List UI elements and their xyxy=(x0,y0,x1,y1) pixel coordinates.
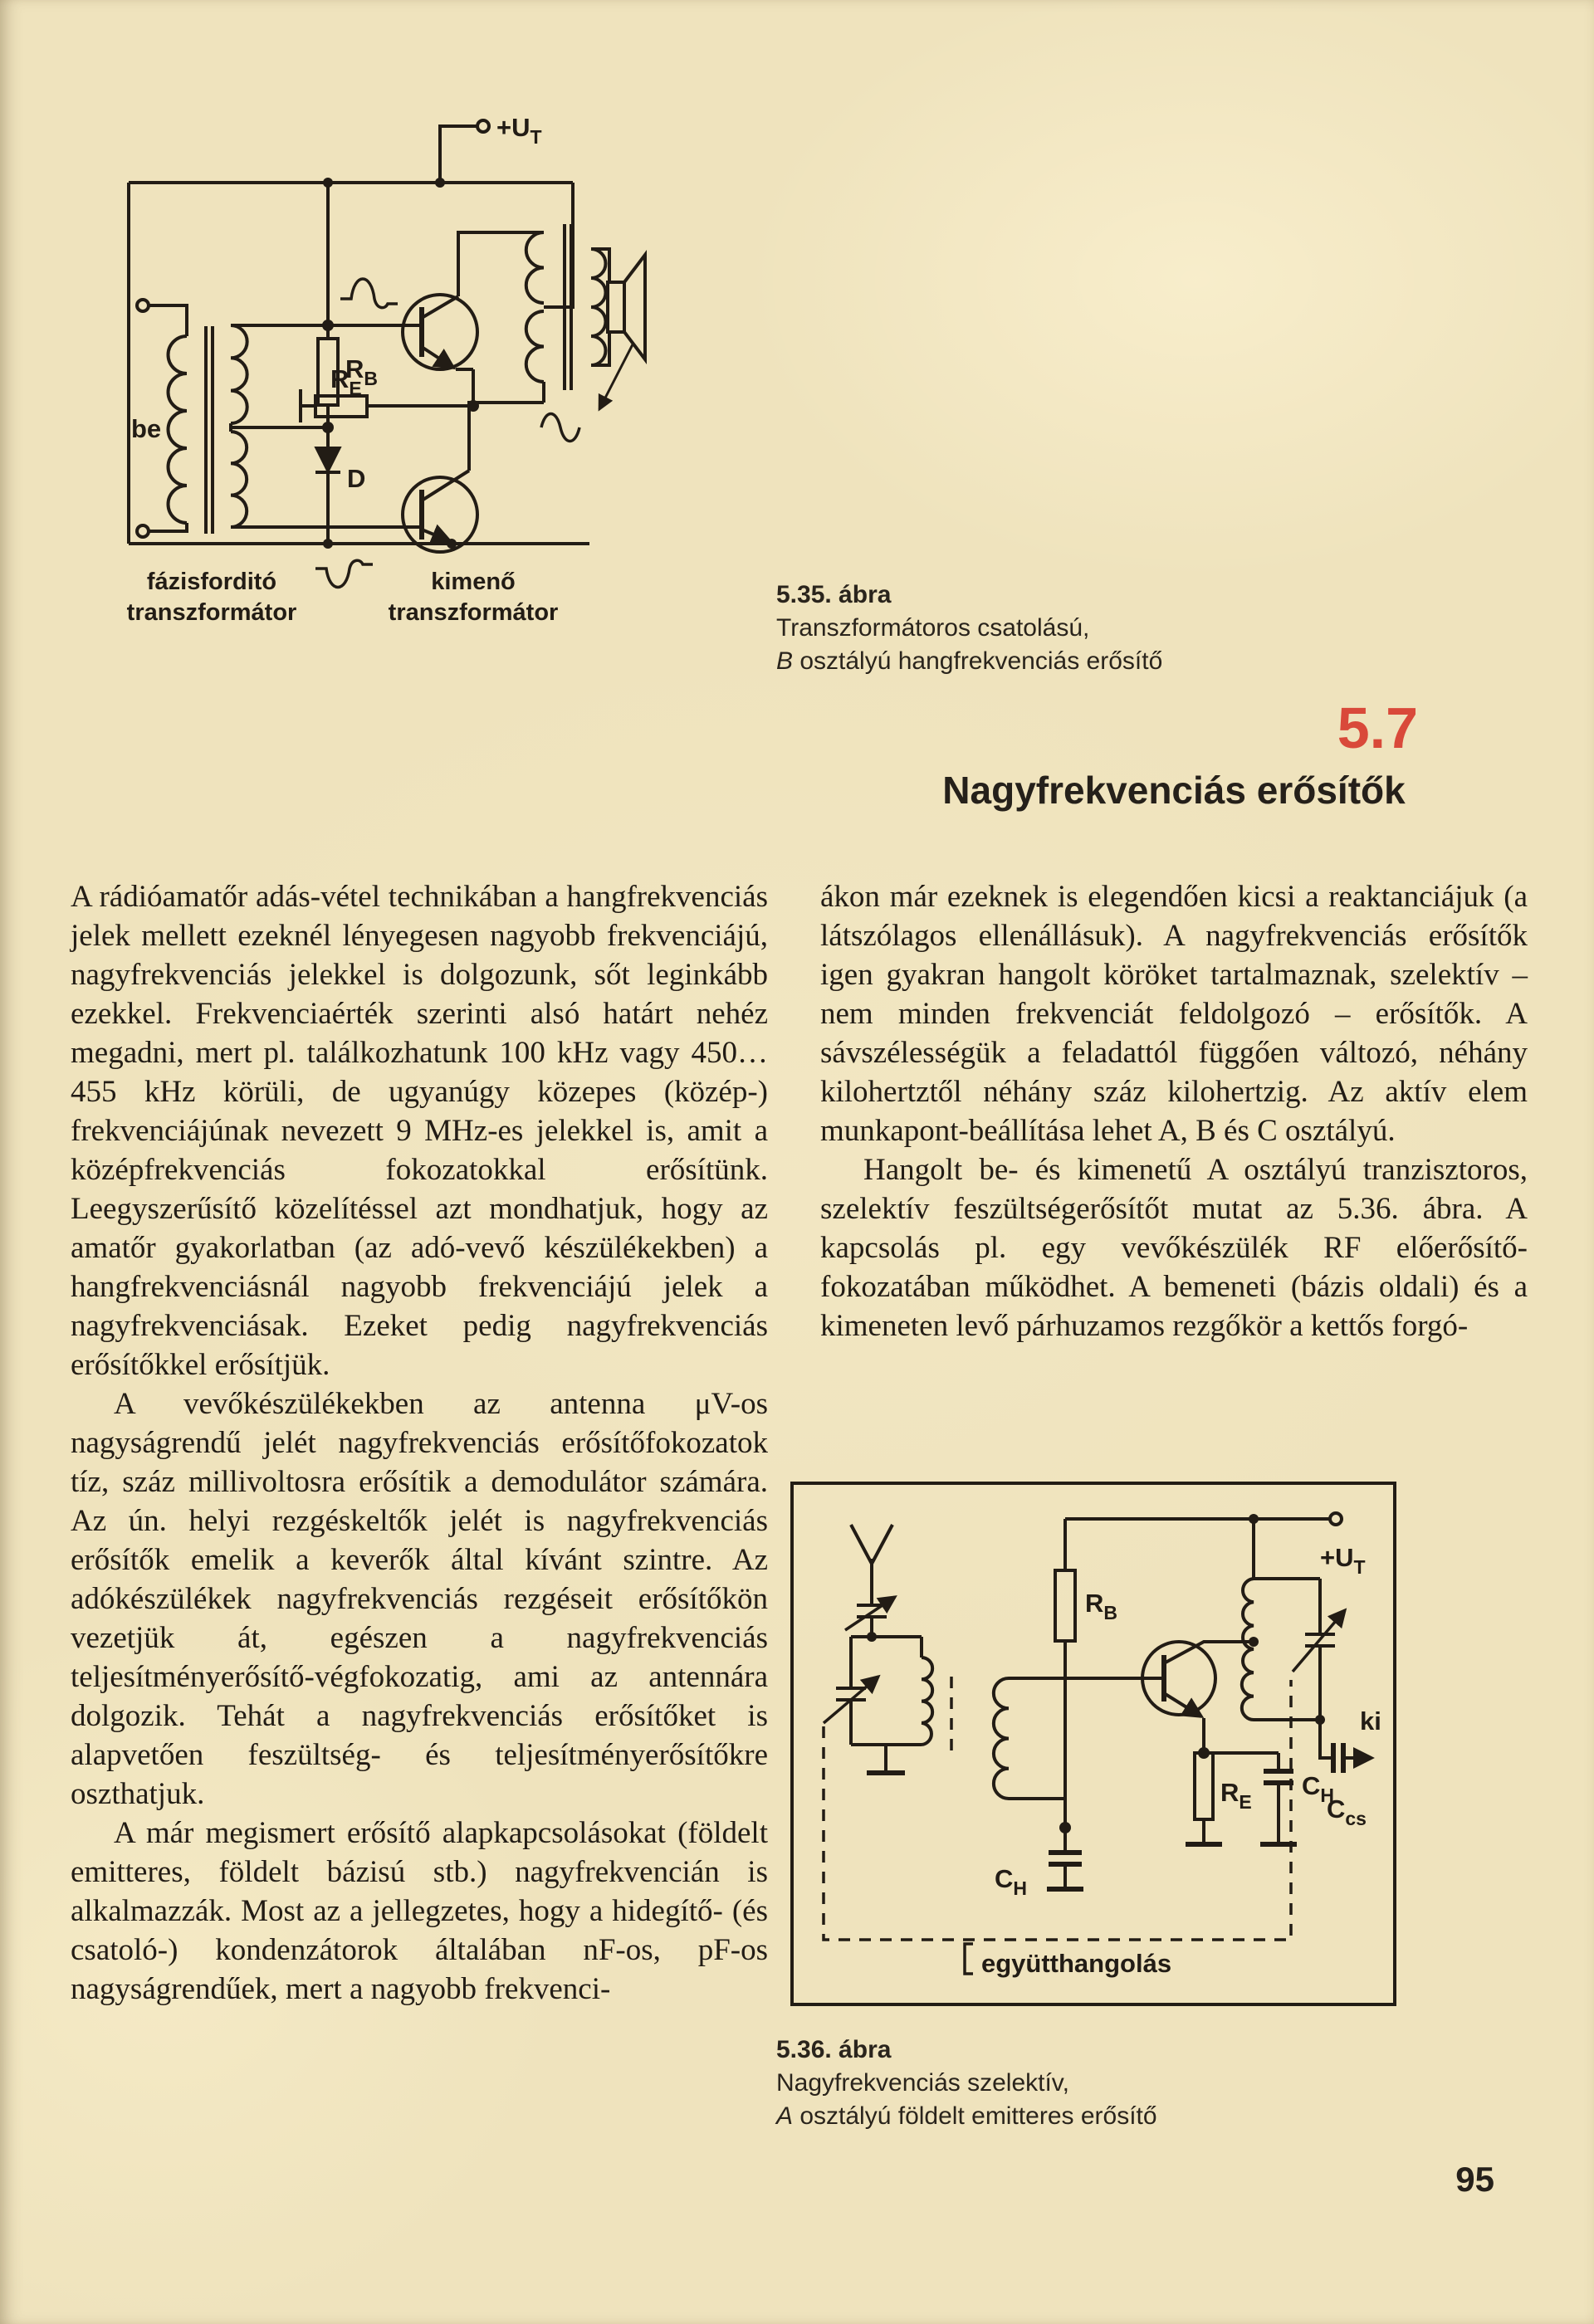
figure-5-35-caption-title: 5.35. ábra xyxy=(776,581,892,608)
halfwave-signal-icon-top xyxy=(340,279,398,308)
phase-splitter-label-line1: fázisforditó xyxy=(146,569,277,595)
tuning-label: együtthangolás xyxy=(981,1949,1172,1978)
gang-tuning-link xyxy=(824,1680,1291,1940)
paragraph: Hangolt be- és kimenetű A osztályú tranzisztoros, szelektív feszültségerősítőt mutat az 5.36. ábra. A kapcsolás pl. egy vevőkészülék RF előerősítő-fokozatában működhet. A bemeneti (bázis oldali) és a kimeneten levő párhuzamos rezgőkör a kettős forgó- xyxy=(820,1153,1528,1343)
output-label: ki xyxy=(1360,1706,1381,1736)
supply-label: $+U_T$ xyxy=(1320,1543,1366,1578)
re-label: $R_E$ xyxy=(330,364,362,399)
speaker-icon xyxy=(624,255,645,359)
output-transformer-label-line1: kimenő xyxy=(431,569,516,595)
output-transformer-label-line2: transzformátor xyxy=(388,599,559,626)
diode-label: D xyxy=(347,464,366,493)
figure-5-35-caption-line2: Transzformátoros csatolású, xyxy=(776,614,1090,642)
body-column-right xyxy=(820,877,1528,1345)
ccs-label: $C_{cs}$ xyxy=(1327,1794,1367,1829)
antenna-icon xyxy=(851,1525,892,1595)
paragraph: A vevőkészülékekben az antenna μV-os nagyságrendű jelét nagyfrekvenciás erősítőfokozatok tíz, száz millivoltosra erősítik a demodulátor számára. Az ún. helyi rezgéskeltők jelét is nagyfrekvenciás erősítők emelik a keverők által kívánt szintre. Az adókészülékek nagyfrekvenciás rezgéseit erősítőkön vezetjük át, egészen a nagyfrekvenciás teljesítményerősítő-végfokozatig, ami az antennára dolgozik. Tehát a nagyfrekvenciás erősítőket is alapvetően feszültség- és teljesítményerősítőkre oszthatjuk. xyxy=(71,1387,768,1811)
figure-5-36-caption-line2: Nagyfrekvenciás szelektív, xyxy=(776,2069,1069,2097)
ch-bypass-label-1: $C_H$ xyxy=(995,1864,1028,1899)
ch-bypass-label-2: $C_H$ xyxy=(1302,1771,1335,1806)
paragraph: ákon már ezeknek is elegendően kicsi a reaktanciájuk (a látszólagos ellenállásuk). A nagyfrekvenciás erősítők igen gyakran hangolt köröket tartalmaznak, szelektív – nem minden frekvenciát feldolgozó – erősítők. A sávszélességük a feladattól függően változó, néhány kilohertztől néhány száz kilohertzig. Az aktív elem munkapont-beállítása lehet A, B és C osztályú. xyxy=(820,880,1528,1148)
supply-label: $+U_T$ xyxy=(496,113,542,148)
phase-splitter-label-line2: transzformátor xyxy=(126,599,297,626)
sine-signal-icon-output xyxy=(541,414,579,442)
figure-5-36-caption-title: 5.36. ábra xyxy=(776,2036,892,2063)
section-number: 5.7 xyxy=(1337,696,1418,760)
halfwave-signal-icon-bottom xyxy=(315,560,373,587)
paragraph: A rádióamatőr adás-vétel technikában a hangfrekvenciás jelek mellett ezeknél lényegesen nagyobb frekvenciájú, nagyfrekvenciás jelekkel is dolgozunk, sőt leginkább ezekkel. Frekvenciaérték szerinti alsó határt nehéz megadni, mert pl. találkozhatunk 100 kHz vagy 450…455 kHz körüli, de ugyanúgy közepes (közép-) frekvenciájúnak nevezett 9 MHz-es jelekkel is, amit a középfrekvenciás fokozatokkal erősítünk. Leegyszerűsítő közelítéssel azt mondhatjuk, hogy az amatőr gyakorlatban (az adó-vevő készülékekben) a hangfrekvenciásnál nagyobb frekvenciájú jelek a nagyfrekvenciásak. Ezeket pedig nagyfrekvenciás erősítőkkel erősítjük. xyxy=(71,880,768,1382)
section-title: Nagyfrekvenciás erősítők xyxy=(942,769,1406,812)
paragraph: A már megismert erősítő alapkapcsolásokat (földelt emitteres, földelt bázisú stb.) nagyfrekvencián is alkalmazzák. Most az a jellegzetes, hogy a hidegítő- (és csatoló-) kondenzátorok általában nF-os, pF-os nagyságrendűek, mert a nagyobb frekvenci- xyxy=(71,1816,768,2006)
figure-5-36-circuit xyxy=(789,1479,1403,2019)
rb-label: $R_B$ xyxy=(1085,1589,1118,1623)
body-column-left xyxy=(71,877,768,2009)
figure-5-35-circuit xyxy=(66,95,648,643)
rb-label: $R_B$ xyxy=(345,354,379,389)
figure-5-35-caption-line3: B osztályú hangfrekvenciás erősítő xyxy=(776,647,1163,675)
section-heading xyxy=(820,696,1528,812)
figure-5-36-caption xyxy=(776,2034,1341,2133)
re-label: $R_E$ xyxy=(1220,1778,1252,1813)
page-number: 95 xyxy=(1455,2160,1494,2199)
figure-5-35-caption xyxy=(776,579,1291,678)
input-label: be xyxy=(131,414,162,443)
figure-5-36-caption-line3: A osztályú földelt emitteres erősítő xyxy=(776,2102,1157,2130)
